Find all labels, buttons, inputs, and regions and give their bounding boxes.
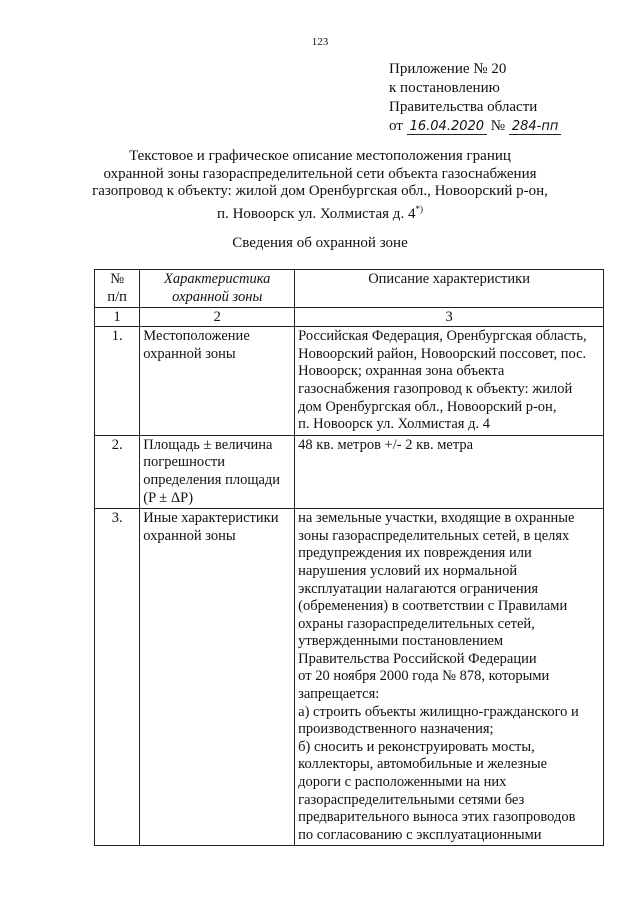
footnote-mark: *) <box>415 203 423 214</box>
row-description: Российская Федерация, Оренбургская область, Новоорский район, Новоорский поссовет, пос. Новоорск; охранная зона объекта газоснабжения газопровод к объекту: жилой дом Оренбургская обл., Новоорский р-он, п. Новоорск ул. Холмистая д. 4 <box>295 327 604 436</box>
row-characteristic: Иные характеристики охранной зоны <box>140 509 295 846</box>
table-header-row <box>95 270 604 308</box>
from-label: от <box>389 118 403 134</box>
section-title: Сведения об охранной зоне <box>232 235 408 251</box>
row-number: 3. <box>95 509 140 846</box>
column-number-2: 2 <box>140 308 295 327</box>
handwritten-number: 284-пп <box>509 119 562 135</box>
title-line-4 <box>90 201 550 224</box>
zone-info-table <box>94 269 604 846</box>
row-number: 2. <box>95 435 140 508</box>
number-label: № <box>490 118 506 134</box>
row-description: на земельные участки, входящие в охранные зоны газораспределительных сетей, в целях предупреждения их повреждения или нарушения условий их нормальной эксплуатации налагаются ограничения (обременения) в соответствии с Правилами охраны газораспределительных сетей, утвержденными постановлением Правительства Российской Федерации от 20 ноября 2000 года № 878, которыми запрещается: а) строить объекты жилищно-гражданского и производственного назначения; б) сносить и реконструировать мосты, коллекторы, автомобильные и железные дороги с расположенными на них газораспределительными сетями без предварительного выноса этих газопроводов по согласованию с эксплуатационными <box>295 509 604 846</box>
row-characteristic: Площадь ± величина погрешности определения площади (P ± ΔP) <box>140 435 295 508</box>
document-title <box>90 148 550 223</box>
title-line-4-text: п. Новоорск ул. Холмистая д. 4 <box>217 205 416 222</box>
appendix-line-1: Приложение № 20 <box>389 61 507 77</box>
header-number: № п/п <box>95 270 140 308</box>
appendix-block <box>389 60 561 136</box>
title-line-3: газопровод к объекту: жилой дом Оренбургская обл., Новоорский р-он, <box>92 183 548 199</box>
title-line-1: Текстовое и графическое описание местоположения границ <box>129 148 511 164</box>
column-number-row <box>95 308 604 327</box>
row-characteristic: Местоположение охранной зоны <box>140 327 295 436</box>
table-row <box>95 435 604 508</box>
header-characteristic: Характеристика охранной зоны <box>140 270 295 308</box>
row-number: 1. <box>95 327 140 436</box>
handwritten-date: 16.04.2020 <box>407 119 487 135</box>
appendix-line-2: к постановлению <box>389 80 500 96</box>
appendix-date-line <box>389 117 561 136</box>
column-number-3: 3 <box>295 308 604 327</box>
table-row <box>95 327 604 436</box>
appendix-line-3: Правительства области <box>389 99 538 115</box>
row-description: 48 кв. метров +/- 2 кв. метра <box>295 435 604 508</box>
column-number-1: 1 <box>95 308 140 327</box>
title-line-2: охранной зоны газораспределительной сети объекта газоснабжения <box>103 165 537 182</box>
table-row <box>95 509 604 846</box>
header-description: Описание характеристики <box>295 270 604 308</box>
page-number: 123 <box>311 36 329 48</box>
